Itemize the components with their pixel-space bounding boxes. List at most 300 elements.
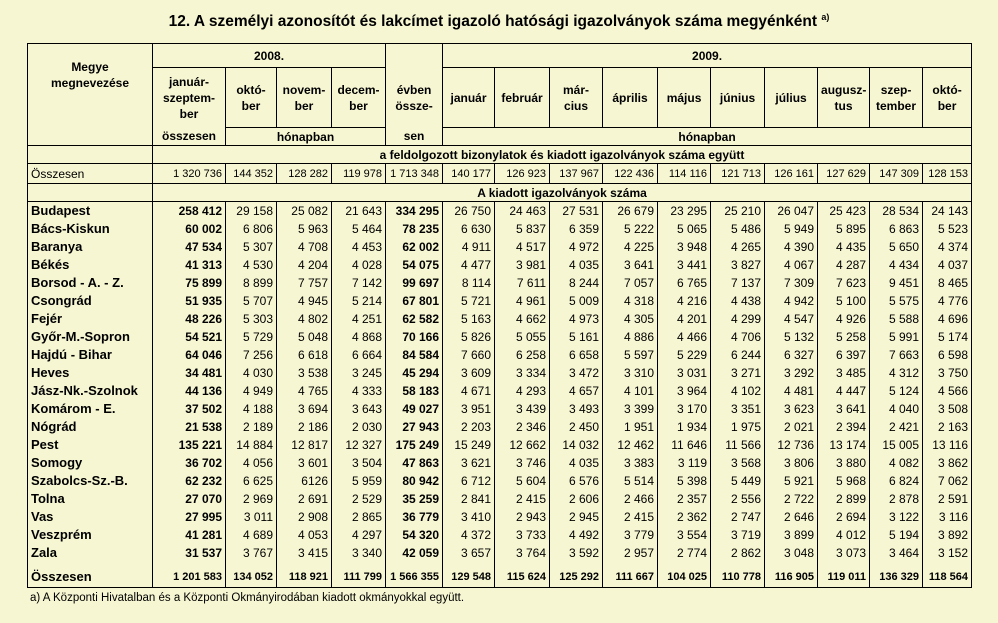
table-row [28, 436, 972, 454]
cell-value: 110 778 [711, 568, 765, 588]
cell-value: 7 137 [711, 274, 765, 292]
cell-value: 4 434 [870, 256, 923, 274]
cell-value: 21 538 [153, 418, 226, 436]
cell-value: 6 625 [226, 472, 277, 490]
cell-value: 12 662 [495, 436, 550, 454]
cell-value: 8 114 [443, 274, 495, 292]
cell-value: 3 623 [765, 400, 818, 418]
section-header-combined: a feldolgozott bizonylatok és kiadott igazolványok száma együtt [153, 146, 972, 164]
cell-value: 2 415 [495, 490, 550, 508]
cell-value: 62 002 [386, 238, 443, 256]
table-row [28, 274, 972, 292]
cell-value: 5 968 [818, 472, 870, 490]
cell-value: 67 801 [386, 292, 443, 310]
cell-value: 140 177 [443, 164, 495, 184]
cell-value: 5 307 [226, 238, 277, 256]
cell-value: 2 163 [923, 418, 972, 436]
cell-value: 5 222 [603, 220, 658, 238]
county-name: Heves [28, 364, 153, 382]
cell-value: 34 481 [153, 364, 226, 382]
cell-value: 4 566 [923, 382, 972, 400]
table-row [28, 382, 972, 400]
cell-value: 35 259 [386, 490, 443, 508]
cell-value: 14 032 [550, 436, 603, 454]
cell-value: 111 667 [603, 568, 658, 588]
cell-value: 121 713 [711, 164, 765, 184]
cell-value: 3 657 [443, 544, 495, 562]
cell-value: 3 750 [923, 364, 972, 382]
cell-value: 136 329 [870, 568, 923, 588]
cell-value: 2 030 [332, 418, 386, 436]
cell-value: 2 694 [818, 508, 870, 526]
cell-value: 29 158 [226, 202, 277, 220]
cell-value: 2 415 [603, 508, 658, 526]
cell-value: 4 312 [870, 364, 923, 382]
col-header-2008-month: novem- ber [277, 68, 332, 128]
cell-value: 7 757 [277, 274, 332, 292]
cell-value: 4 251 [332, 310, 386, 328]
table-row [28, 256, 972, 274]
cell-value: 3 592 [550, 544, 603, 562]
cell-value: 24 143 [923, 202, 972, 220]
cell-value: 3 538 [277, 364, 332, 382]
cell-value: 4 035 [550, 454, 603, 472]
cell-value: 5 650 [870, 238, 923, 256]
table-row [28, 292, 972, 310]
cell-value: 3 554 [658, 526, 711, 544]
cell-value: 2 421 [870, 418, 923, 436]
cell-value: 6 618 [277, 346, 332, 364]
cell-value: 2 862 [711, 544, 765, 562]
cell-value: 3 508 [923, 400, 972, 418]
county-name: Nógrád [28, 418, 153, 436]
cell-value: 4 225 [603, 238, 658, 256]
cell-value: 1 975 [711, 418, 765, 436]
cell-value: 49 027 [386, 400, 443, 418]
cell-value: 3 383 [603, 454, 658, 472]
cell-value: 64 046 [153, 346, 226, 364]
cell-value: 129 548 [443, 568, 495, 588]
cell-value: 2 865 [332, 508, 386, 526]
cell-value: 70 166 [386, 328, 443, 346]
cell-value: 3 011 [226, 508, 277, 526]
cell-value: 3 031 [658, 364, 711, 382]
cell-value: 27 995 [153, 508, 226, 526]
table-row [28, 238, 972, 256]
cell-value: 6 630 [443, 220, 495, 238]
cell-value: 5 258 [818, 328, 870, 346]
cell-value: 5 707 [226, 292, 277, 310]
cell-value: 4 477 [443, 256, 495, 274]
col-header-2009-month: június [711, 68, 765, 128]
cell-value: 4 961 [495, 292, 550, 310]
col-header-2009-month: július [765, 68, 818, 128]
cell-value: 25 082 [277, 202, 332, 220]
cell-value: 15 249 [443, 436, 495, 454]
cell-value: 7 062 [923, 472, 972, 490]
table-row [28, 310, 972, 328]
cell-value: 42 059 [386, 544, 443, 562]
cell-value: 4 547 [765, 310, 818, 328]
cell-value: 3 601 [277, 454, 332, 472]
cell-value: 54 075 [386, 256, 443, 274]
cell-value: 144 352 [226, 164, 277, 184]
county-name: Hajdú - Bihar [28, 346, 153, 364]
cell-value: 45 294 [386, 364, 443, 382]
cell-value: 6 806 [226, 220, 277, 238]
cell-value: 3 441 [658, 256, 711, 274]
statistics-table [27, 43, 972, 588]
table-row [28, 544, 972, 562]
cell-value: 4 305 [603, 310, 658, 328]
cell-value: 26 679 [603, 202, 658, 220]
cell-value: 2 606 [550, 490, 603, 508]
table-title: 12. A személyi azonosítót és lakcímet igazoló hatósági igazolványok száma megyénként $^{a)}$ [168, 12, 830, 31]
cell-value: 3 122 [870, 508, 923, 526]
cell-value: 126 923 [495, 164, 550, 184]
cell-value: 4 265 [711, 238, 765, 256]
cell-value: 7 660 [443, 346, 495, 364]
cell-value: 4 037 [923, 256, 972, 274]
cell-value: 4 776 [923, 292, 972, 310]
cell-value: 4 372 [443, 526, 495, 544]
cell-value: 4 297 [332, 526, 386, 544]
cell-value: 51 935 [153, 292, 226, 310]
county-name: Tolna [28, 490, 153, 508]
cell-value: 3 485 [818, 364, 870, 382]
total-row [28, 164, 972, 184]
cell-value: 4 390 [765, 238, 818, 256]
cell-value: 6 244 [711, 346, 765, 364]
cell-value: 37 502 [153, 400, 226, 418]
cell-value: 4 438 [711, 292, 765, 310]
cell-value: 58 183 [386, 382, 443, 400]
cell-value: 2 186 [277, 418, 332, 436]
cell-value: 6 664 [332, 346, 386, 364]
cell-value: 2 945 [550, 508, 603, 526]
cell-value: 4 973 [550, 310, 603, 328]
county-name: Bács-Kiskun [28, 220, 153, 238]
cell-value: 4 293 [495, 382, 550, 400]
cell-value: 6 327 [765, 346, 818, 364]
cell-value: 12 462 [603, 436, 658, 454]
cell-value: 2 908 [277, 508, 332, 526]
cell-value: 4 926 [818, 310, 870, 328]
cell-value: 5 303 [226, 310, 277, 328]
section-header-issued: A kiadott igazolványok száma [153, 184, 972, 202]
county-name: Borsod - A. - Z. [28, 274, 153, 292]
cell-value: 334 295 [386, 202, 443, 220]
cell-value: 119 978 [332, 164, 386, 184]
cell-value: 4 287 [818, 256, 870, 274]
cell-value: 5 729 [226, 328, 277, 346]
cell-value: 128 282 [277, 164, 332, 184]
cell-value: 26 047 [765, 202, 818, 220]
cell-value: 5 895 [818, 220, 870, 238]
cell-value: 3 694 [277, 400, 332, 418]
cell-value: 4 082 [870, 454, 923, 472]
footnote: a) A Központi Hivatalban és a Központi Okmányirodában kiadott okmányokkal együtt. [30, 592, 465, 604]
table-row [28, 490, 972, 508]
table-row [28, 400, 972, 418]
county-name: Csongrád [28, 292, 153, 310]
cell-value: 2 362 [658, 508, 711, 526]
cell-value: 62 582 [386, 310, 443, 328]
cell-value: 3 609 [443, 364, 495, 382]
cell-value: 2 841 [443, 490, 495, 508]
cell-value: 5 229 [658, 346, 711, 364]
cell-value: 8 899 [226, 274, 277, 292]
cell-value: 5 398 [658, 472, 711, 490]
cell-value: 5 464 [332, 220, 386, 238]
cell-value: 4 949 [226, 382, 277, 400]
county-name: Vas [28, 508, 153, 526]
cell-value: 6 765 [658, 274, 711, 292]
cell-value: 127 629 [818, 164, 870, 184]
cell-value: 4 040 [870, 400, 923, 418]
year-2008-header: 2008. [153, 44, 386, 68]
cell-value: 3 621 [443, 454, 495, 472]
cell-value: 4 216 [658, 292, 711, 310]
table-row [28, 418, 972, 436]
cell-value: 2 943 [495, 508, 550, 526]
cell-value: 5 124 [870, 382, 923, 400]
cell-value: 2 878 [870, 490, 923, 508]
cell-value: 1 951 [603, 418, 658, 436]
cell-value: 5 486 [711, 220, 765, 238]
cell-value: 5 588 [870, 310, 923, 328]
cell-value: 5 132 [765, 328, 818, 346]
col-header-evben-sen: sen [386, 128, 443, 146]
cell-value: 14 884 [226, 436, 277, 454]
cell-value: 4 053 [277, 526, 332, 544]
cell-value: 13 174 [818, 436, 870, 454]
cell-value: 3 472 [550, 364, 603, 382]
cell-value: 13 116 [923, 436, 972, 454]
cell-value: 7 309 [765, 274, 818, 292]
cell-value: 60 002 [153, 220, 226, 238]
cell-value: 2 529 [332, 490, 386, 508]
cell-value: 3 415 [277, 544, 332, 562]
cell-value: 8 244 [550, 274, 603, 292]
cell-value: 116 905 [765, 568, 818, 588]
cell-value: 118 564 [923, 568, 972, 588]
cell-value: 5 963 [277, 220, 332, 238]
cell-value: 104 025 [658, 568, 711, 588]
cell-value: 4 028 [332, 256, 386, 274]
cell-value: 5 055 [495, 328, 550, 346]
cell-value: 4 204 [277, 256, 332, 274]
cell-value: 2 346 [495, 418, 550, 436]
cell-value: 44 136 [153, 382, 226, 400]
table-row [28, 220, 972, 238]
cell-value: 111 799 [332, 568, 386, 588]
cell-value: 2 722 [765, 490, 818, 508]
cell-value: 4 802 [277, 310, 332, 328]
col-header-jan-sept: január- szeptem- ber [153, 68, 226, 128]
table-row [28, 526, 972, 544]
cell-value: 3 806 [765, 454, 818, 472]
cell-value: 3 245 [332, 364, 386, 382]
cell-value: 2 203 [443, 418, 495, 436]
cell-value: 4 911 [443, 238, 495, 256]
cell-value: 4 012 [818, 526, 870, 544]
col-header-2009-month: február [495, 68, 550, 128]
col-header-2008-month: decem- ber [332, 68, 386, 128]
cell-value: 5 523 [923, 220, 972, 238]
cell-value: 126 161 [765, 164, 818, 184]
cell-value: 3 170 [658, 400, 711, 418]
honapban-2008: hónapban [226, 128, 386, 146]
col-header-2009-month: január [443, 68, 495, 128]
cell-value: 2 747 [711, 508, 765, 526]
cell-value: 48 226 [153, 310, 226, 328]
cell-value: 28 534 [870, 202, 923, 220]
cell-value: 5 161 [550, 328, 603, 346]
cell-value: 6 598 [923, 346, 972, 364]
cell-value: 5 991 [870, 328, 923, 346]
evben-header-top [386, 44, 443, 68]
cell-value: 4 374 [923, 238, 972, 256]
cell-value: 3 764 [495, 544, 550, 562]
cell-value: 4 765 [277, 382, 332, 400]
cell-value: 78 235 [386, 220, 443, 238]
cell-value: 3 643 [332, 400, 386, 418]
cell-value: 5 837 [495, 220, 550, 238]
cell-value: 4 706 [711, 328, 765, 346]
county-name: Békés [28, 256, 153, 274]
cell-value: 23 295 [658, 202, 711, 220]
cell-value: 2 021 [765, 418, 818, 436]
county-name: Összesen [28, 568, 153, 588]
cell-value: 47 534 [153, 238, 226, 256]
cell-value: 125 292 [550, 568, 603, 588]
cell-value: 80 942 [386, 472, 443, 490]
cell-value: 3 568 [711, 454, 765, 472]
cell-value: 147 309 [870, 164, 923, 184]
cell-value: 4 671 [443, 382, 495, 400]
cell-value: 47 863 [386, 454, 443, 472]
cell-value: 128 153 [923, 164, 972, 184]
cell-value: 5 949 [765, 220, 818, 238]
cell-value: 5 214 [332, 292, 386, 310]
cell-value: 5 048 [277, 328, 332, 346]
cell-value: 4 299 [711, 310, 765, 328]
cell-value: 4 708 [277, 238, 332, 256]
cell-value: 258 412 [153, 202, 226, 220]
cell-value: 3 073 [818, 544, 870, 562]
cell-value: 12 817 [277, 436, 332, 454]
col-header-2009-month: április [603, 68, 658, 128]
cell-value: 25 210 [711, 202, 765, 220]
cell-value: 27 531 [550, 202, 603, 220]
county-name: Összesen [28, 164, 153, 184]
cell-value: 3 464 [870, 544, 923, 562]
cell-value: 3 271 [711, 364, 765, 382]
cell-value: 4 318 [603, 292, 658, 310]
table-row [28, 364, 972, 382]
cell-value: 6126 [277, 472, 332, 490]
cell-value: 5 575 [870, 292, 923, 310]
county-header: Megye megnevezése [28, 44, 153, 146]
cell-value: 4 201 [658, 310, 711, 328]
cell-value: 4 188 [226, 400, 277, 418]
cell-value: 4 942 [765, 292, 818, 310]
county-name: Szabolcs-Sz.-B. [28, 472, 153, 490]
county-name: Komárom - E. [28, 400, 153, 418]
county-name: Baranya [28, 238, 153, 256]
county-name: Somogy [28, 454, 153, 472]
col-header-2009-month: októ- ber [923, 68, 972, 128]
table-row [28, 202, 972, 220]
table-row [28, 508, 972, 526]
cell-value: 7 663 [870, 346, 923, 364]
cell-value: 4 662 [495, 310, 550, 328]
cell-value: 7 057 [603, 274, 658, 292]
cell-value: 4 101 [603, 382, 658, 400]
cell-value: 41 281 [153, 526, 226, 544]
cell-value: 4 453 [332, 238, 386, 256]
cell-value: 3 334 [495, 364, 550, 382]
cell-value: 2 957 [603, 544, 658, 562]
cell-value: 5 514 [603, 472, 658, 490]
cell-value: 27 070 [153, 490, 226, 508]
cell-value: 3 862 [923, 454, 972, 472]
cell-value: 4 067 [765, 256, 818, 274]
cell-value: 4 492 [550, 526, 603, 544]
cell-value: 1 566 355 [386, 568, 443, 588]
cell-value: 7 256 [226, 346, 277, 364]
cell-value: 2 591 [923, 490, 972, 508]
cell-value: 137 967 [550, 164, 603, 184]
cell-value: 2 899 [818, 490, 870, 508]
cell-value: 7 142 [332, 274, 386, 292]
cell-value: 4 102 [711, 382, 765, 400]
table-row [28, 454, 972, 472]
col-header-osszesen: összesen [153, 128, 226, 146]
cell-value: 3 439 [495, 400, 550, 418]
cell-value: 6 658 [550, 346, 603, 364]
cell-value: 4 689 [226, 526, 277, 544]
cell-value: 3 733 [495, 526, 550, 544]
cell-value: 54 521 [153, 328, 226, 346]
cell-value: 7 623 [818, 274, 870, 292]
cell-value: 6 863 [870, 220, 923, 238]
cell-value: 3 399 [603, 400, 658, 418]
cell-value: 9 451 [870, 274, 923, 292]
county-name: Fejér [28, 310, 153, 328]
county-name: Jász-Nk.-Szolnok [28, 382, 153, 400]
cell-value: 3 964 [658, 382, 711, 400]
cell-value: 24 463 [495, 202, 550, 220]
cell-value: 3 767 [226, 544, 277, 562]
cell-value: 12 327 [332, 436, 386, 454]
cell-value: 3 641 [818, 400, 870, 418]
cell-value: 4 481 [765, 382, 818, 400]
cell-value: 5 065 [658, 220, 711, 238]
cell-value: 122 436 [603, 164, 658, 184]
cell-value: 3 779 [603, 526, 658, 544]
cell-value: 6 576 [550, 472, 603, 490]
cell-value: 5 921 [765, 472, 818, 490]
cell-value: 3 048 [765, 544, 818, 562]
table-row [28, 346, 972, 364]
cell-value: 99 697 [386, 274, 443, 292]
cell-value: 119 011 [818, 568, 870, 588]
cell-value: 135 221 [153, 436, 226, 454]
cell-value: 3 899 [765, 526, 818, 544]
cell-value: 4 435 [818, 238, 870, 256]
